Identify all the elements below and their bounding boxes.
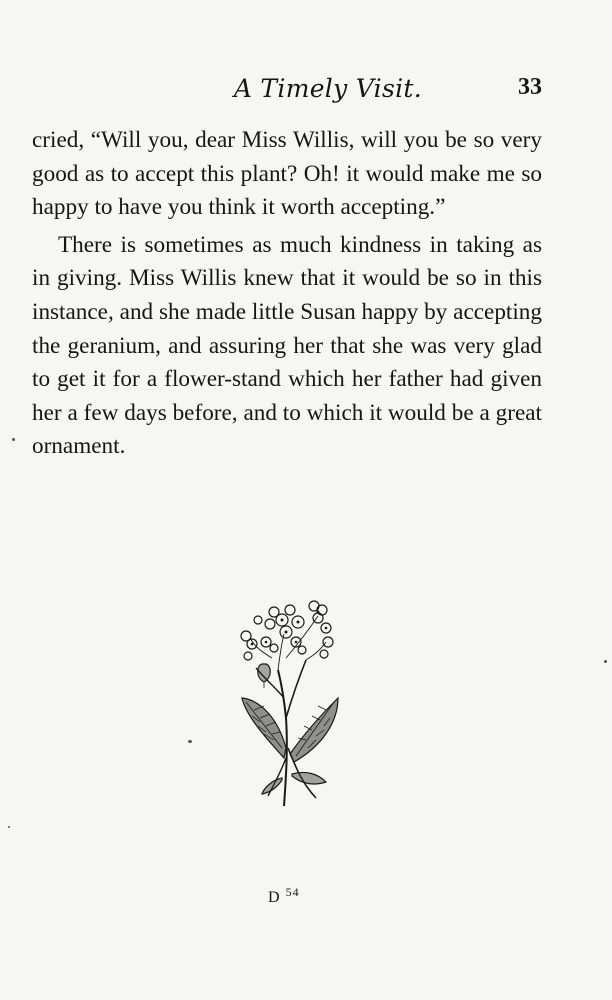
paragraph: There is sometimes as much kindness in taking as in giving. Miss Willis knew that it would be so in this instance, and she made little Susan happy by accepting the geranium, and assuring her that she was very glad to get it for a flower-stand which her father had given her a few days before, and to which it would be a great ornament. [32, 231, 542, 460]
signature-letter: D [268, 889, 281, 906]
paper-speck [12, 438, 15, 441]
paper-speck [8, 826, 10, 828]
running-head [32, 74, 542, 106]
geranium-flower-vignette-icon [226, 598, 356, 812]
body-text [32, 124, 542, 464]
printer-signature-mark [268, 885, 300, 907]
signature-number: 54 [285, 885, 300, 899]
paragraph-continued: cried, “Will you, dear Miss Willis, will you be so very good as to accept this plant? Oh! it would make me so happy to have you think it worth accepting.” [32, 127, 542, 221]
page-number: 33 [518, 74, 542, 100]
paper-speck [604, 660, 607, 663]
running-title: A Timely Visit. [233, 74, 422, 103]
paper-speck [188, 740, 192, 743]
